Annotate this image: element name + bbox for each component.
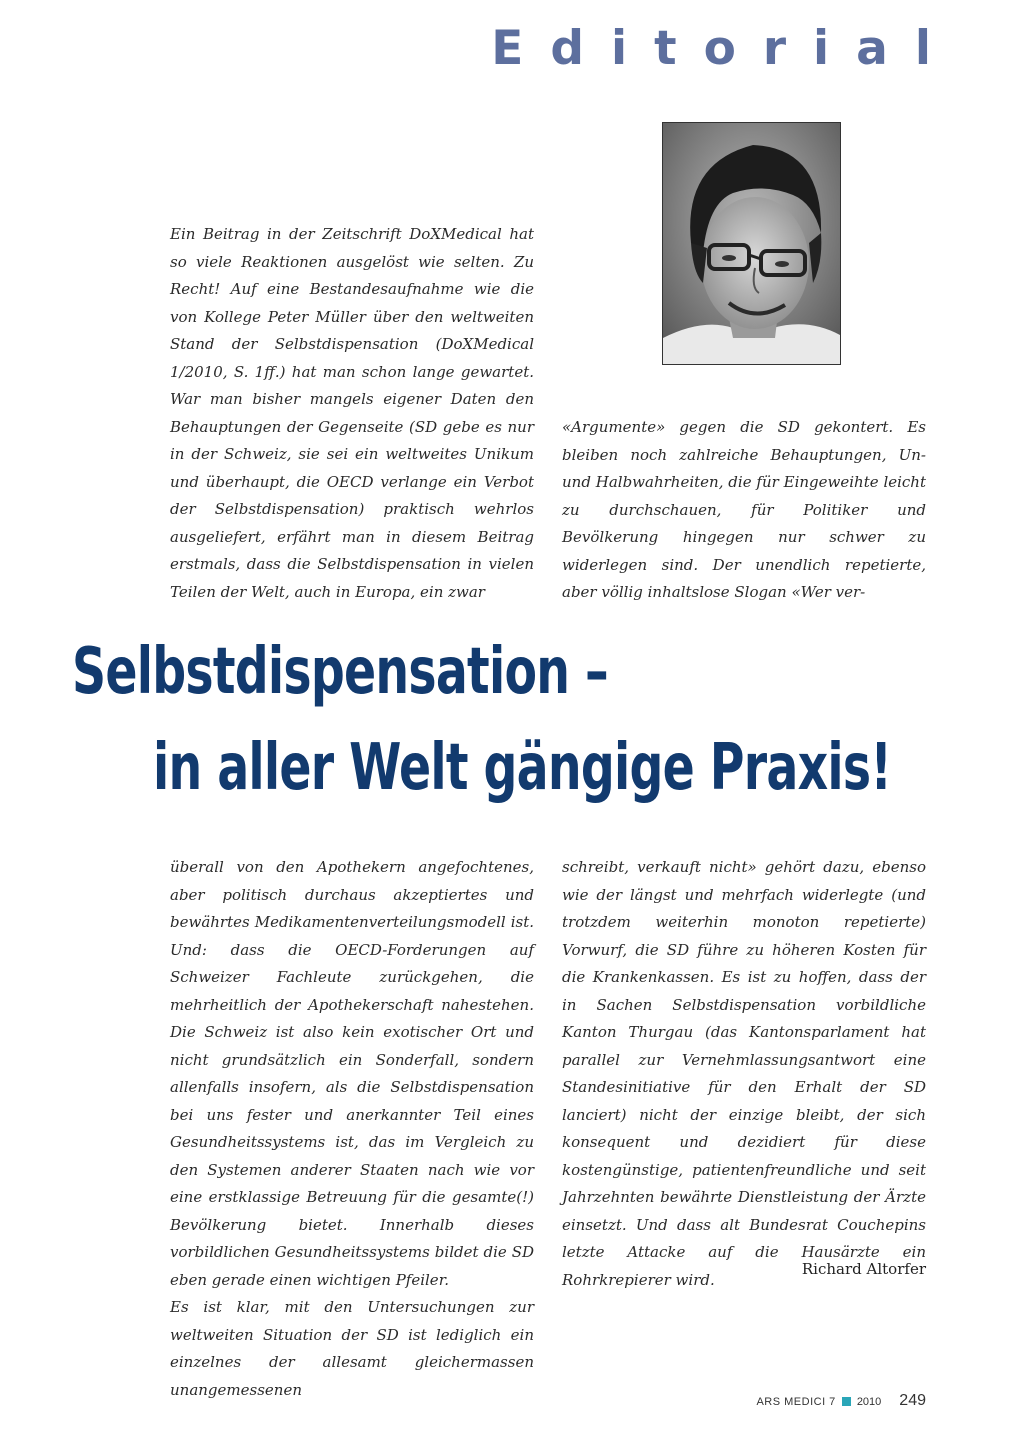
author-photo [662,122,841,365]
headline-line-1: Selbstdispensation – [72,635,608,709]
column-3-paragraph-1: überall von den Apothekern angefochtenes, aber politisch durchaus akzeptiertes und bewährtes Medikamentenverteilungsmodell ist. Und: dass die OECD-Forderungen auf Schweizer Fachleute zurückgehen, die mehrheitlich der Apothekerschaft nahestehen. Die Schweiz ist also kein exotischer Ort und nicht grundsätzlich ein Sonderfall, sondern allenfalls insofern, als die Selbstdispensation bei uns fester und anerkannter Teil eines Gesundheitssystems ist, das im Vergleich zu den Systemen anderer Staaten nach wie vor eine erstklassige Betreuung für die gesamte(!) Bevölkerung bietet. Innerhalb dieses vorbildlichen Gesundheitssystems bildet die SD eben gerade einen wichtigen Pfeiler. [170,858,534,1289]
portrait-image [663,123,840,364]
headline-line-2: in aller Welt gängige Praxis! [153,731,892,805]
column-4-text: schreibt, verkauft nicht» gehört dazu, ebenso wie der längst und mehrfach widerlegte (und trotzdem weiterhin monoton repetierte) Vorwurf, die SD führe zu höheren Kosten für die Krankenkassen. Es ist zu hoffen, dass der in Sachen Selbstdispensation vorbildliche Kanton Thurgau (das Kantonsparlament hat parallel zur Vernehmlassungsantwort eine Standesinitiative für den Erhalt der SD lanciert) nicht der einzige bleibt, der sich konsequent und dezidiert für diese kostengünstige, patientenfreundliche und seit Jahrzehnten bewährte Dienstleistung der Ärzte einsetzt. Und dass alt Bundesrat Couchepins letzte Attacke auf die Hausärzte ein Rohrkrepierer wird. [562,858,926,1289]
column-2-text: «Argumente» gegen die SD gekontert. Es bleiben noch zahlreiche Behauptungen, Un- und Halbwahrheiten, die für Eingeweihte leicht zu durchschauen, für Politiker und Bevölkerung hingegen nur schwer zu widerlegen sind. Der unendlich repetierte, aber völlig inhaltslose Slogan «Wer ver- [562,418,926,601]
section-title: Editorial [491,21,958,76]
author-signature: Richard Altorfer [801,1260,926,1278]
journal-name: ARS MEDICI 7 [756,1396,836,1408]
journal-year: 2010 [856,1396,882,1408]
page-footer [756,1392,926,1410]
footer-square-icon [842,1397,851,1406]
column-1-text: Ein Beitrag in der Zeitschrift DoXMedical hat so viele Reaktionen ausgelöst wie selten. Zu Recht! Auf eine Bestandesaufnahme wie die von Kollege Peter Müller über den weltweiten Stand der Selbstdispensation (DoXMedical 1/2010, S. 1ff.) hat man schon lange gewartet. War man bisher mangels eigener Daten den Behauptungen der Gegenseite (SD gebe es nur in der Schweiz, sie sei ein weltweites Unikum und überhaupt, die OECD verlange ein Verbot der Selbstdispensation) praktisch wehrlos ausgeliefert, erfährt man in diesem Beitrag erstmals, dass die Selbstdispensation in vielen Teilen der Welt, auch in Europa, ein zwar [170,225,534,601]
column-3-paragraph-2: Es ist klar, mit den Untersuchungen zur weltweiten Situation der SD ist lediglich ein einzelnes der allesamt gleichermassen unangemessenen [170,1298,534,1399]
column-3 [170,854,534,1404]
page-number: 249 [899,1392,926,1409]
